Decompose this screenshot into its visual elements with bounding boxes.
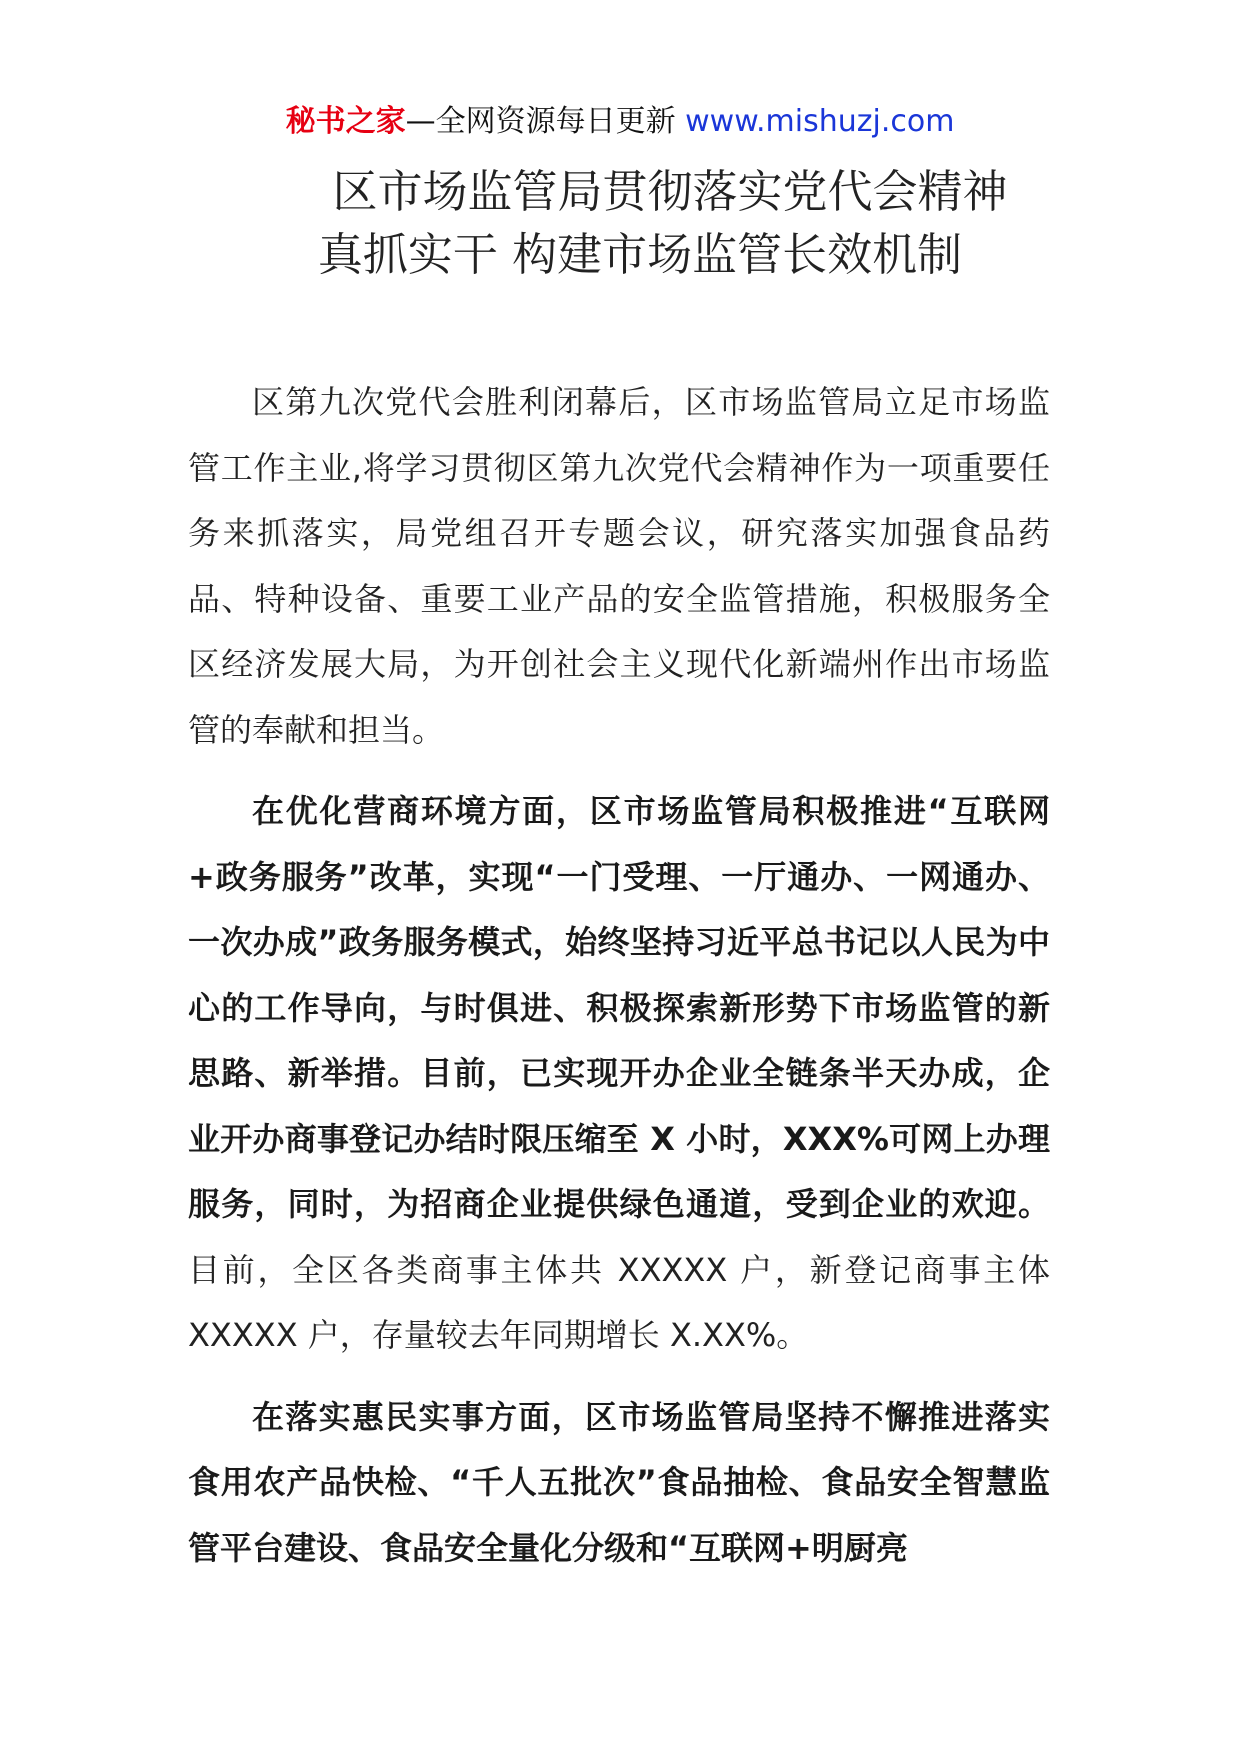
site-url-link[interactable]: www.mishuzj.com [685, 104, 955, 139]
document-title [0, 160, 1240, 286]
brand-name: 秘书之家 [285, 104, 406, 139]
paragraph-livelihood [188, 1385, 1050, 1582]
title-line-1: 区市场监管局贯彻落实党代会精神 [332, 165, 1008, 218]
paragraph-livelihood-bold: 在落实惠民实事方面，区市场监管局坚持不懈推进落实食用农产品快检、“千人五批次”食品抽检、食品安全智慧监管平台建设、食品安全量化分级和“互联网+明厨亮 [188, 1397, 1050, 1567]
paragraph-business-environment-normal: 目前，全区各类商事主体共 XXXXX 户，新登记商事主体 XXXXX 户，存量较去年同期增长 X.XX%。 [188, 1250, 1050, 1354]
title-line-2: 真抓实干 构建市场监管长效机制 [317, 228, 963, 281]
document-body [188, 370, 1050, 1581]
paragraph-business-environment-bold: 在优化营商环境方面，区市场监管局积极推进“互联网+政务服务”改革，实现“一门受理、一厅通办、一网通办、一次办成”政务服务模式，始终坚持习近平总书记以人民为中心的工作导向，与时俱进、积极探索新形势下市场监管的新思路、新举措。目前，已实现开办企业全链条半天办成，企业开办商事登记办结时限压缩至 X 小时，XXX%可网上办理服务，同时，为招商企业提供绿色通道，受到企业的欢迎。 [188, 792, 1050, 1223]
header-tagline: —全网资源每日更新 [405, 104, 686, 139]
paragraph-intro: 区第九次党代会胜利闭幕后，区市场监管局立足市场监管工作主业,将学习贯彻区第九次党代会精神作为一项重要任务来抓落实，局党组召开专题会议，研究落实加强食品药品、特种设备、重要工业产品的安全监管措施，积极服务全区经济发展大局，为开创社会主义现代化新端州作出市场监管的奉献和担当。 [188, 383, 1050, 749]
paragraph-business-environment [188, 779, 1050, 1369]
site-header [0, 100, 1240, 144]
